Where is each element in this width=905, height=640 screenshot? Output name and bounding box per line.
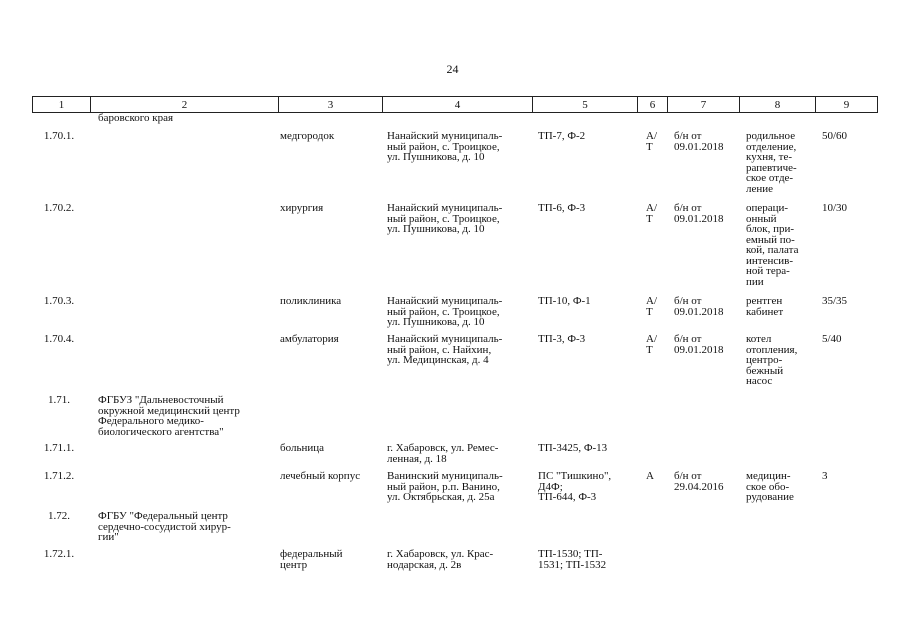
address: г. Хабаровск, ул. Ремес- ленная, д. 18: [387, 442, 499, 465]
row-number: 1.71.1.: [43, 442, 75, 454]
address: г. Хабаровск, ул. Крас- нодарская, д. 2в: [387, 548, 494, 571]
document: б/н от 09.01.2018: [674, 202, 724, 225]
power-source: ТП-3425, Ф-13: [538, 442, 608, 454]
supply-type: А/ Т: [646, 130, 657, 153]
object-name: больница: [280, 442, 324, 454]
row-number: 1.70.1.: [43, 130, 75, 142]
header-cell-4: 4: [383, 97, 533, 113]
document: б/н от 09.01.2018: [674, 295, 724, 318]
header-cell-7: 7: [668, 97, 740, 113]
document: б/н от 09.01.2018: [674, 130, 724, 153]
address: Нанайский муниципаль- ный район, с. Найхин, ул. Медицинская, д. 4: [387, 333, 503, 366]
address: Нанайский муниципаль- ный район, с. Троицкое, ул. Пушникова, д. 10: [387, 295, 503, 328]
power-value: 35/35: [822, 295, 848, 307]
address: Нанайский муниципаль- ный район, с. Троицкое, ул. Пушникова, д. 10: [387, 130, 503, 163]
row-number: 1.71.: [48, 394, 70, 406]
equipment: рентген кабинет: [746, 295, 784, 318]
supply-type: А/ Т: [646, 295, 657, 318]
header-cell-2: 2: [91, 97, 279, 113]
supply-type: А/ Т: [646, 333, 657, 356]
row-number: 1.72.1.: [43, 548, 75, 560]
object-name: лечебный корпус: [280, 470, 361, 482]
row-number: 1.70.2.: [43, 202, 75, 214]
header-cell-6: 6: [638, 97, 668, 113]
power-source: ПС "Тишкино", Д4Ф; ТП-644, Ф-3: [538, 470, 612, 503]
document: б/н от 09.01.2018: [674, 333, 724, 356]
object-name: федеральный центр: [280, 548, 343, 571]
equipment: операци- онный блок, при- емный по- кой, палата интенсив- ной тера- пии: [746, 202, 799, 288]
power-source: ТП-7, Ф-2: [538, 130, 586, 142]
organization-name: ФГБУЗ "Дальневосточный окружной медицинский центр Федерального медико- биологического агентства": [98, 394, 240, 438]
column-header-table: [32, 96, 878, 113]
header-cell-9: 9: [816, 97, 878, 113]
header-row: [33, 97, 878, 113]
continuation-text: баровского края: [98, 112, 174, 124]
address: Нанайский муниципаль- ный район, с. Троицкое, ул. Пушникова, д. 10: [387, 202, 503, 235]
header-cell-1: 1: [33, 97, 91, 113]
power-value: 50/60: [822, 130, 848, 142]
object-name: медгородок: [280, 130, 335, 142]
power-source: ТП-6, Ф-3: [538, 202, 586, 214]
row-number: 1.72.: [48, 510, 70, 522]
header-cell-8: 8: [740, 97, 816, 113]
row-number: 1.71.2.: [43, 470, 75, 482]
page-number: 24: [446, 62, 459, 76]
power-value: 5/40: [822, 333, 842, 345]
supply-type: А: [646, 470, 654, 482]
power-value: 10/30: [822, 202, 848, 214]
header-cell-5: 5: [533, 97, 638, 113]
object-name: поликлиника: [280, 295, 342, 307]
header-cell-3: 3: [279, 97, 383, 113]
document: б/н от 29.04.2016: [674, 470, 724, 493]
object-name: амбулатория: [280, 333, 339, 345]
equipment: котел отопления, центро- бежный насос: [746, 333, 798, 387]
organization-name: ФГБУ "Федеральный центр сердечно-сосудистой хирур- гии": [98, 510, 231, 543]
row-number: 1.70.3.: [43, 295, 75, 307]
supply-type: А/ Т: [646, 202, 657, 225]
power-source: ТП-10, Ф-1: [538, 295, 591, 307]
power-source: ТП-3, Ф-3: [538, 333, 586, 345]
equipment: родильное отделение, кухня, те- рапевтиче- ское отде- ление: [746, 130, 797, 195]
object-name: хирургия: [280, 202, 324, 214]
power-source: ТП-1530; ТП- 1531; ТП-1532: [538, 548, 607, 571]
row-number: 1.70.4.: [43, 333, 75, 345]
equipment: медицин- ское обо- рудование: [746, 470, 794, 503]
power-value: 3: [822, 470, 828, 482]
address: Ванинский муниципаль- ный район, р.п. Ванино, ул. Октябрьская, д. 25а: [387, 470, 503, 503]
